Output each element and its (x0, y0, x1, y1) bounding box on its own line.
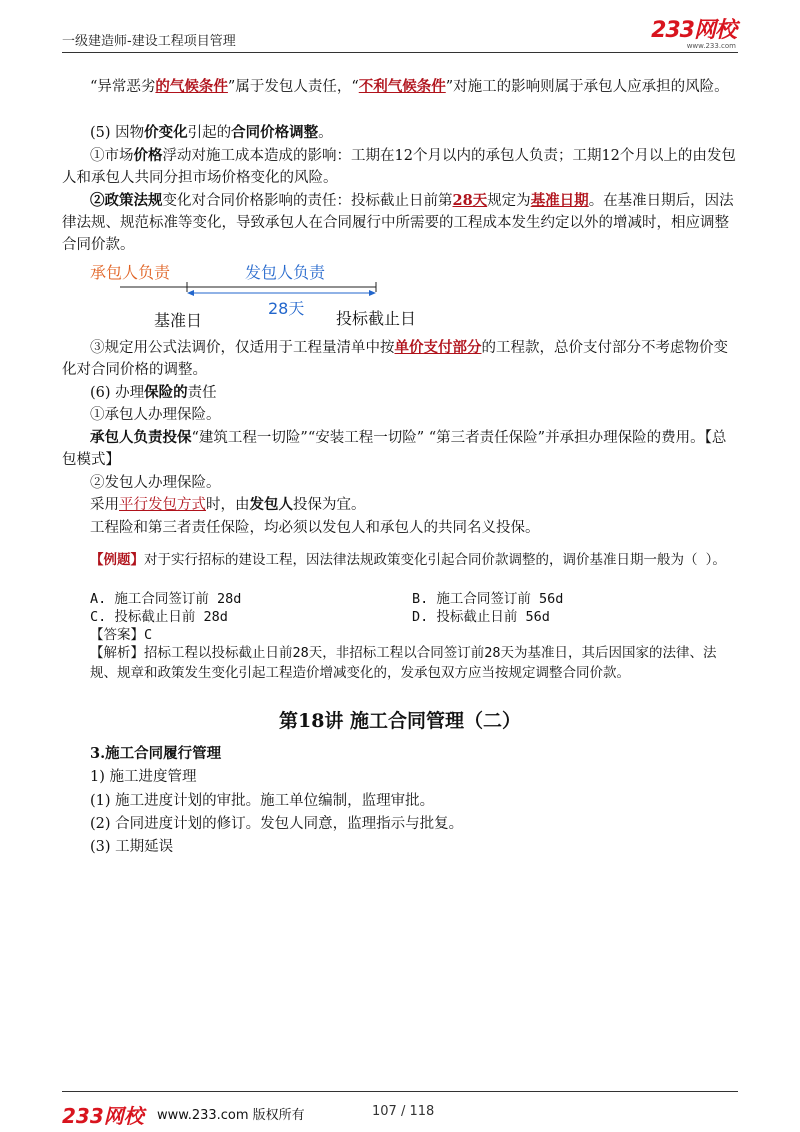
base-date-label: 基准日 (154, 311, 203, 330)
contractor-responsible-label: 承包人负责 (90, 263, 171, 282)
header-title: 一级建造师-建设工程项目管理 (62, 34, 236, 49)
highlight-weather: 的气候条件 (155, 78, 228, 95)
sec3-item: (2) 合同进度计划的修订。发包人同意，监理指示与批复。 (90, 816, 464, 832)
page-number: 107 / 118 (372, 1104, 435, 1119)
base-date-diagram (80, 258, 460, 334)
example-analysis: 【解析】招标工程以投标截止日前28天，非招标工程以合同签订前28天为基准日，其后因国家的法律、法规、规章和政策发生变化引起工程造价增减变化的，发承包双方应当按规定调整合同价款。 (90, 645, 717, 681)
brand-logo (651, 20, 736, 50)
footer-logo: 233网校 (62, 1104, 144, 1128)
sec3-title: 3.施工合同履行管理 (90, 745, 222, 762)
paragraph-insurance-types: 承包人负责投保“建筑工程一切险”“安装工程一切险” “第三者责任保险”并承担办理保险的费用。【总包模式】 (62, 429, 727, 468)
example-question: 【例题】对于实行招标的建设工程，因法律法规政策变化引起合同价款调整的，调价基准日期一般为（ ）。 (90, 552, 726, 568)
arrow-right-head (369, 290, 376, 296)
section-title: 第18讲 施工合同管理（二） (278, 710, 522, 732)
paragraph-market-price: ①市场价格浮动对施工成本造成的影响：工期在12个月以内的承包人负责；工期12个月以上的由发包人和承包人共同分担市场价格变化的风险。 (62, 147, 736, 186)
paragraph-policy: ②政策法规变化对合同价格影响的责任：投标截止日前第28天规定为基准日期。在基准日期后，因法律法规、规范标准等变化，导致承包人在合同履行中所需要的工程成本发生约定以外的增减时，相应调整合同价款。 (62, 192, 734, 253)
sec3-item: (1) 施工进度计划的审批。施工单位编制，监理审批。 (90, 793, 435, 809)
sec3-item: (3) 工期延误 (90, 839, 174, 855)
heading-insurance: (6) 办理保险的责任 (90, 384, 217, 401)
logo-text: 233网校 (651, 18, 736, 43)
example-answer: 【答案】C (90, 627, 153, 643)
highlight-parallel: 平行发包方式 (119, 497, 206, 513)
footer-copyright: www.233.com 版权所有 (157, 1108, 305, 1123)
heading-price-change: (5) 因物价变化引起的合同价格调整。 (90, 124, 333, 141)
paragraph-parallel: 采用平行发包方式时，由发包人投保为宜。 (90, 496, 366, 513)
example-tag: 【例题】 (90, 552, 144, 568)
option-c: C. 投标截止日前 28d (90, 609, 228, 625)
paragraph-contractor-insures: ①承包人办理保险。 (90, 407, 221, 423)
deadline-label: 投标截止日 (336, 309, 417, 328)
days-label: 28天 (268, 299, 305, 318)
option-d: D. 投标截止日前 56d (412, 609, 550, 625)
sec3-item: 1) 施工进度管理 (90, 769, 197, 785)
paragraph-joint-name: 工程险和第三者责任保险，均必须以发包人和承包人的共同名义投保。 (90, 520, 540, 536)
highlight-28-days: 28天 (452, 192, 488, 209)
highlight-adverse-weather: 不利气候条件 (358, 78, 446, 95)
header-divider (62, 52, 738, 53)
option-a: A. 施工合同签订前 28d (90, 591, 242, 607)
logo-subtext: www.233.com (686, 42, 736, 50)
paragraph-weather: “异常恶劣的气候条件”属于发包人责任，“不利气候条件”对施工的影响则属于承包人应承担的风险。 (90, 78, 729, 95)
paragraph-employer-insures: ②发包人办理保险。 (90, 475, 221, 491)
employer-responsible-label: 发包人负责 (245, 263, 326, 282)
highlight-unit-price: 单价支付部分 (394, 339, 482, 356)
option-b: B. 施工合同签订前 56d (412, 591, 564, 607)
highlight-base-date: 基准日期 (530, 192, 589, 209)
arrow-left-head (187, 290, 194, 296)
footer-divider (62, 1091, 738, 1092)
paragraph-formula: ③规定用公式法调价，仅适用于工程量清单中按单价支付部分的工程款，总价支付部分不考虑物价变化对合同价格的调整。 (62, 339, 728, 378)
